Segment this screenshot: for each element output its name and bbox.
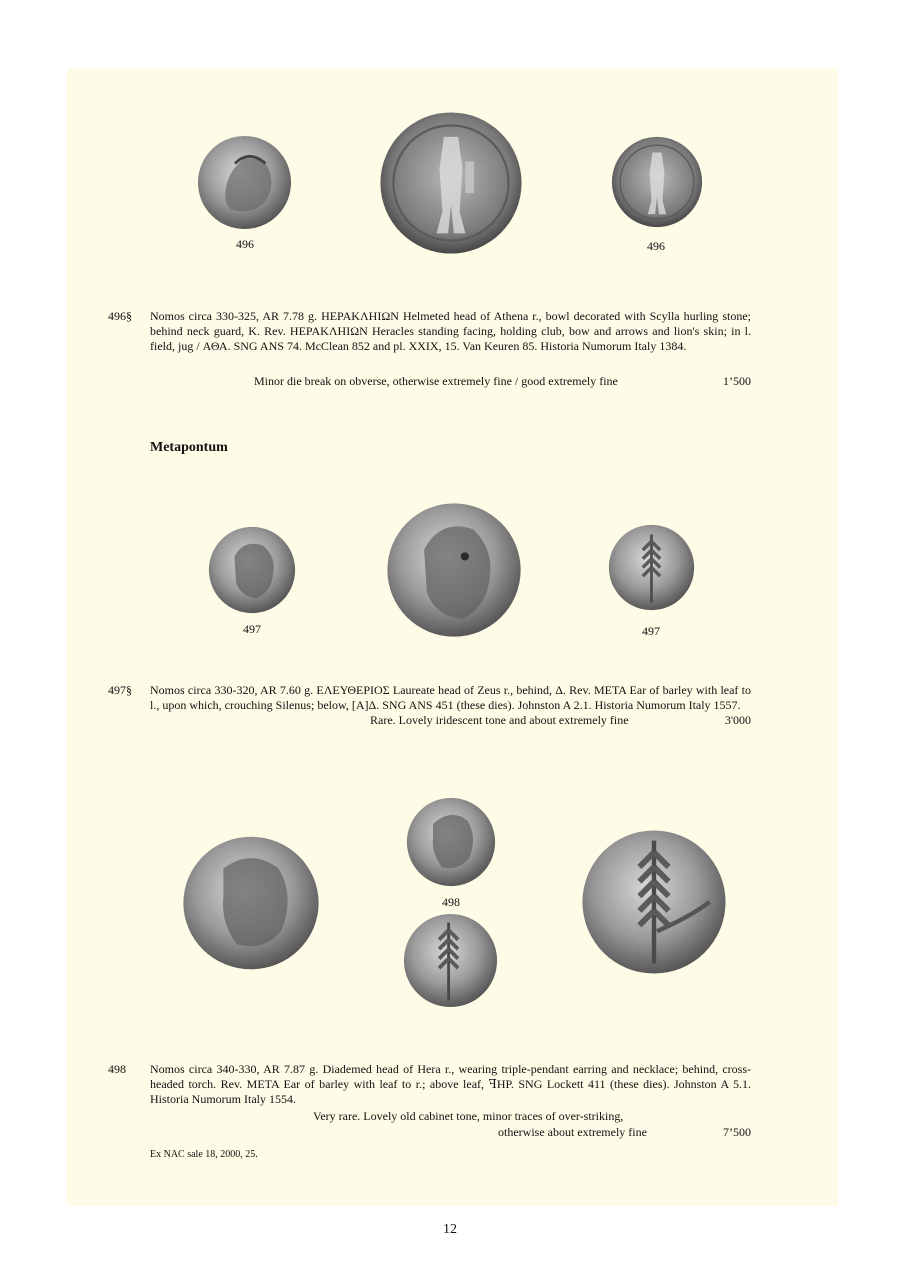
coin-498-obverse-hera (402, 797, 500, 887)
lot-provenance: Ex NAC sale 18, 2000, 25. (150, 1149, 258, 1160)
coin-label: 498 (442, 895, 460, 909)
lot-description (150, 683, 751, 713)
description-text: Nomos circa 330-320, AR 7.60 g. ΕΛΕΥΘΕΡΙΟΣ Laureate head of Zeus r., behind, Δ. Rev. ΜΕΤΑ Ear of barley with leaf to l., upon which, crouching Silenus; below, [Α]Δ. SNG ANS 451 (these dies). Johnston A 2.1. Historia Numorum Italy 1557. (150, 683, 751, 712)
description-text: Nomos circa 340-330, AR 7.87 g. Diademed head of Hera r., wearing triple-pendant earring and necklace; behind, cross-headed torch. Rev. ΜΕΤΑ Ear of barley with leaf to r.; above leaf, ꟻΗΡ. SNG Lockett 411 (these dies). Johnston A 5.1. Historia Numorum Italy 1554. (150, 1062, 751, 1106)
coin-498-obverse-hera-large (175, 834, 327, 972)
coin-497-obverse-large (386, 502, 522, 638)
section-heading: Metapontum (150, 440, 228, 455)
lot-price: 1’500 (723, 374, 751, 388)
lot-condition-line-1: Very rare. Lovely old cabinet tone, minor traces of over-striking, (313, 1109, 624, 1123)
coin-label: 496 (647, 239, 665, 253)
coin-label: 497 (642, 624, 660, 638)
coin-label: 497 (243, 622, 261, 636)
lot-price: 3'000 (724, 713, 751, 727)
lot-description (150, 1062, 751, 1107)
lot-number: 497§ (108, 683, 132, 697)
description-text: Nomos circa 330-325, AR 7.78 g. ΗΕΡΑΚΛΗΙΩΝ Helmeted head of Athena r., bowl decorated with Scylla hurling stone; behind neck guard, K. Rev. ΗΕΡΑΚΛΗΙΩΝ Heracles standing facing, holding club, bow and arrows and lion's skin; in l. field, jug / ΑΘΑ. SNG ANS 74. McClean 852 and pl. XXIX, 15. Van Keuren 85. Historia Numorum Italy 1384. (150, 309, 751, 353)
lot-condition-line-2: otherwise about extremely fine (498, 1125, 647, 1139)
lot-description (150, 309, 751, 354)
lot-price: 7’500 (723, 1125, 751, 1139)
coin-496-obverse-athena (197, 135, 292, 230)
lot-number: 498 (108, 1062, 126, 1076)
coin-496-reverse-large (379, 108, 523, 258)
lot-condition: Rare. Lovely iridescent tone and about extremely fine (370, 713, 629, 727)
coin-498-reverse-barley-large (580, 829, 728, 975)
coin-label: 496 (236, 237, 254, 251)
lot-condition: Minor die break on obverse, otherwise extremely fine / good extremely fine (254, 374, 618, 388)
coin-496-reverse (611, 133, 703, 231)
coin-498-reverse-barley (403, 913, 498, 1008)
lot-number: 496§ (108, 309, 132, 323)
coin-497-obverse-zeus (207, 526, 297, 614)
coin-497-reverse-barley (608, 522, 695, 613)
page-number: 12 (443, 1222, 457, 1237)
